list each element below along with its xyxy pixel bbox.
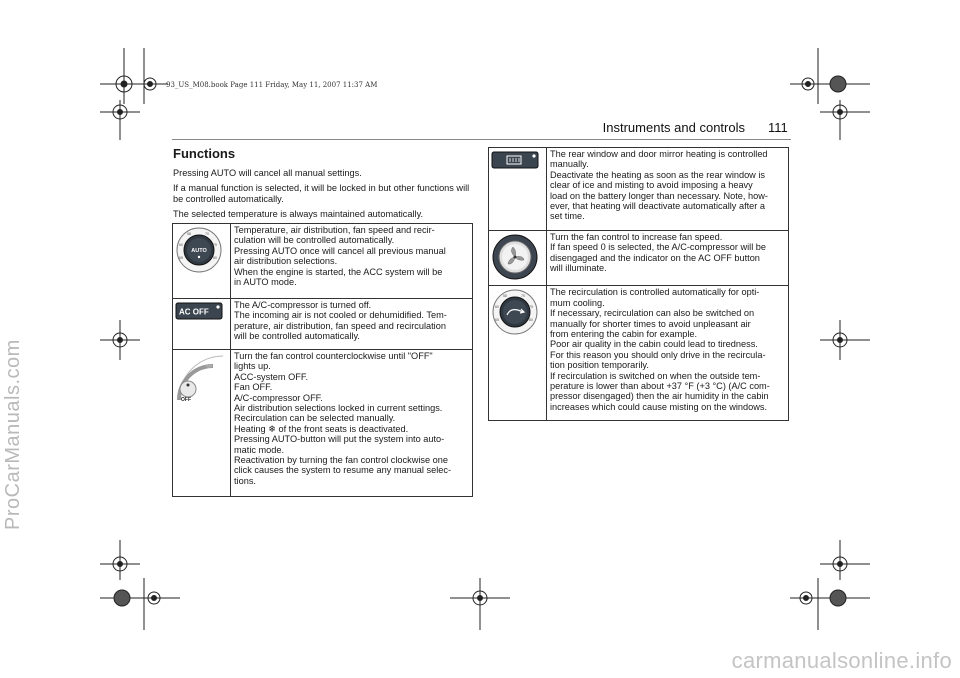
intro-text: [173, 168, 473, 225]
fan-off-knob-icon: [175, 352, 225, 402]
functions-table-left: [172, 223, 473, 497]
ac-off-button-icon[interactable]: [175, 301, 223, 321]
svg-text:65: 65: [495, 318, 499, 323]
row-text: Turn the fan control to increase fan speed. If fan speed 0 is selected, the A/C-compressor will be disengaged and the indicator on the AC OFF button will illuminate.: [547, 231, 789, 286]
functions-table-right: [488, 147, 789, 421]
svg-text:58: 58: [503, 294, 507, 299]
intro-paragraph: Pressing AUTO will cancel all manual settings.: [173, 168, 362, 178]
fan-speed-knob-icon: [491, 233, 539, 281]
header-rule: [172, 139, 791, 140]
page-number: 111: [768, 120, 788, 135]
svg-text:70: 70: [205, 232, 209, 236]
svg-text:58: 58: [187, 232, 191, 236]
table-row: [489, 148, 789, 231]
recirculation-knob-icon: [491, 288, 539, 336]
auto-knob-label: AUTO: [191, 248, 207, 254]
svg-text:70: 70: [521, 294, 525, 299]
intro-paragraph: If a manual function is selected, it will be locked in but other functions will be controlled automatically.: [173, 183, 470, 204]
table-row: [489, 231, 789, 286]
ac-off-label: AC OFF: [179, 307, 209, 317]
svg-text:80: 80: [213, 256, 217, 260]
table-row: [173, 224, 473, 299]
row-text: Turn the fan control counterclockwise until "OFF" lights up. ACC-system OFF. Fan OFF. A/C-compressor OFF. Air distribution selections locked in current settings. Recirculation can be selected manually. Heating ❄ of the front seats is deactivated. Pressing AUTO-button will put the system into auto- matic mode. Reactivation by turning the fan control clockwise one click causes the system to resume any manual selec- tions.: [231, 350, 473, 497]
fan-off-cell: [173, 350, 231, 497]
auto-knob-icon: [175, 226, 223, 274]
ac-off-cell: [173, 299, 231, 350]
svg-text:80: 80: [529, 318, 533, 323]
rear-defrost-button-icon[interactable]: [491, 150, 539, 170]
intro-paragraph: The selected temperature is always maintained automatically.: [173, 209, 424, 220]
row-text: The rear window and door mirror heating is controlled manually. Deactivate the heating as soon as the rear window is clear of ice and misting to avoid imposing a heavy load on the battery longer than necessary. Note, how- ever, that heating will deactivate automatically after a set time.: [547, 148, 789, 231]
svg-text:65: 65: [179, 256, 183, 260]
row-text: Temperature, air distribution, fan speed and recir- culation will be controlled automatically. Pressing AUTO once will cancel all previous manual air distribution selections. When the engine is started, the ACC system will be in AUTO mode.: [231, 224, 473, 299]
row-text: The recirculation is controlled automatically for opti- mum cooling. If necessary, recirculation can also be switched on manually for shorter times to avoid unpleasant air from entering the cabin for example. Poor air quality in the cabin could lead to tiredness. For this reason you should only drive in the recircula- tion position temporarily. If recirculation is switched on when the outside tem- perature is lower than about +37 °F (+3 °C) (A/C com- pressor disengaged) then the air humidity in the cabin increases which could cause misting on the windows.: [547, 286, 789, 421]
fan-off-label: OFF: [181, 397, 191, 402]
chapter-title: Instruments and controls: [602, 120, 745, 135]
svg-text:75: 75: [529, 305, 533, 310]
rear-defrost-cell: [489, 148, 547, 231]
svg-text:60: 60: [495, 305, 499, 310]
row-text: The A/C-compressor is turned off. The incoming air is not cooled or dehumidified. Tem- perature, air distribution, fan speed and recirculation will be controlled automatically.: [231, 299, 473, 350]
svg-text:75: 75: [213, 243, 217, 247]
recirculation-cell: [489, 286, 547, 421]
fan-speed-cell: [489, 231, 547, 286]
section-heading: Functions: [173, 146, 236, 161]
book-meta: 93_US_M08.book Page 111 Friday, May 11, 2007 11:37 AM: [166, 81, 378, 89]
table-row: [173, 350, 473, 497]
bottom-watermark[interactable]: carmanualsonline.info: [731, 648, 952, 673]
side-watermark: ProCarManuals.com: [2, 339, 24, 530]
table-row: [173, 299, 473, 350]
table-row: [489, 286, 789, 421]
svg-text:60: 60: [179, 243, 183, 247]
auto-knob-cell: [173, 224, 231, 299]
